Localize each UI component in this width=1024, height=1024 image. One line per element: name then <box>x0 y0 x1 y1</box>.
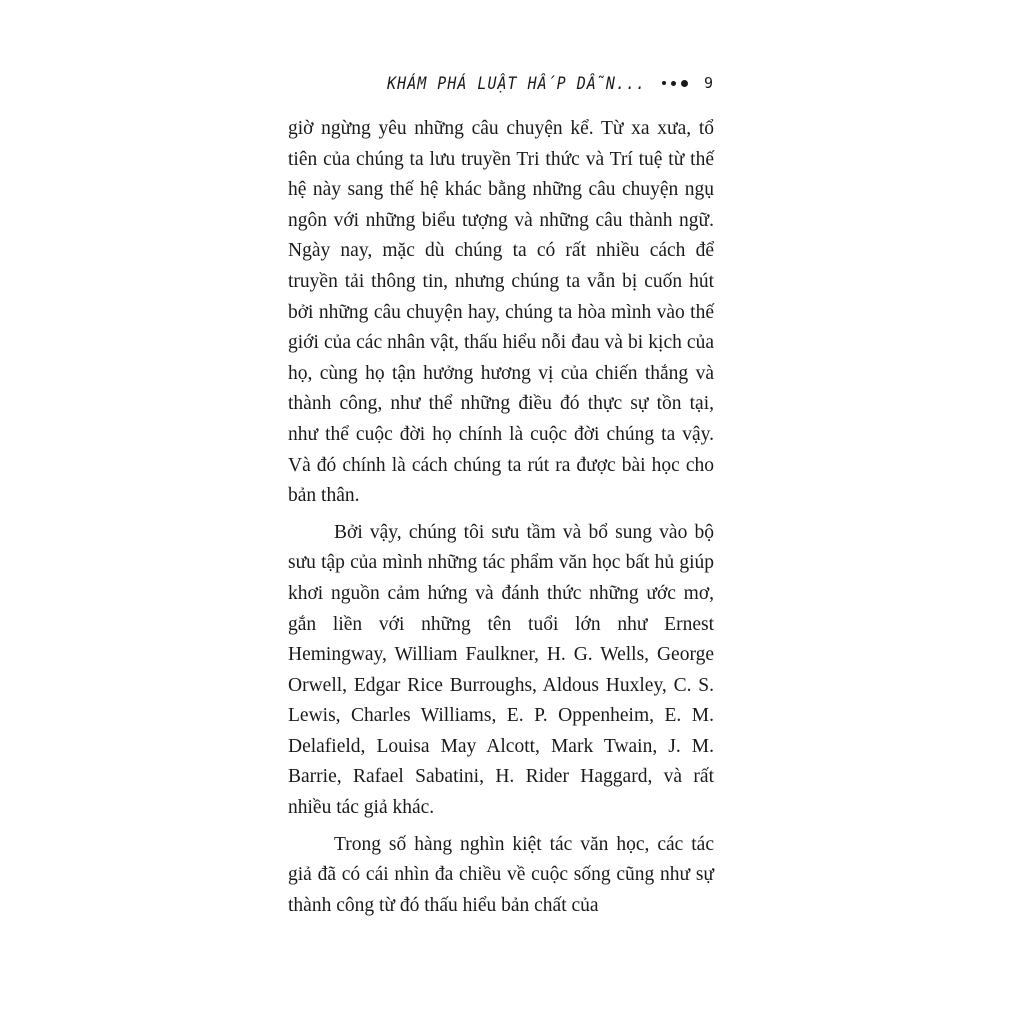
ornament-dot-small <box>662 81 666 85</box>
ornament-dot-medium <box>671 81 676 86</box>
running-header-title: KHÁM PHÁ LUẬT HẤP DẪN... <box>387 72 646 94</box>
paragraph-authors: Bởi vậy, chúng tôi sưu tầm và bổ sung vào bộ sưu tập của mình những tác phẩm văn học bất hủ giúp khơi nguồn cảm hứng và đánh thức những ước mơ, gắn liền với những tên tuổi lớn như Ernest Hemingway, William Faulkner, H. G. Wells, George Orwell, Edgar Rice Burroughs, Aldous Huxley, C. S. Lewis, Charles Williams, E. P. Oppenheim, E. M. Delafield, Louisa May Alcott, Mark Twain, J. M. Barrie, Rafael Sabatini, H. Rider Haggard, và rất nhiều tác giả khác. <box>288 521 714 819</box>
body-text <box>288 114 714 921</box>
running-header <box>387 74 714 92</box>
ornament-dot-large <box>681 80 688 87</box>
page-number: 9 <box>703 74 714 92</box>
paragraph-masterpieces: Trong số hàng nghìn kiệt tác văn học, các tác giả đã có cái nhìn đa chiều về cuộc sống cũng như sự thành công từ đó thấu hiểu bản chất của <box>288 833 714 916</box>
header-dots-ornament <box>662 80 688 87</box>
paragraph-continued: giờ ngừng yêu những câu chuyện kể. Từ xa xưa, tổ tiên của chúng ta lưu truyền Tri thức và Trí tuệ từ thế hệ này sang thế hệ khác bằng những câu chuyện ngụ ngôn với những biểu tượng và những câu thành ngữ. Ngày nay, mặc dù chúng ta có rất nhiều cách để truyền tải thông tin, nhưng chúng ta vẫn bị cuốn hút bởi những câu chuyện hay, chúng ta hòa mình vào thế giới của các nhân vật, thấu hiểu nỗi đau và bi kịch của họ, cùng họ tận hưởng hương vị của chiến thắng và thành công, như thể những điều đó thực sự tồn tại, như thể cuộc đời họ chính là cuộc đời chúng ta vậy. Và đó chính là cách chúng ta rút ra được bài học cho bản thân. <box>288 118 714 507</box>
